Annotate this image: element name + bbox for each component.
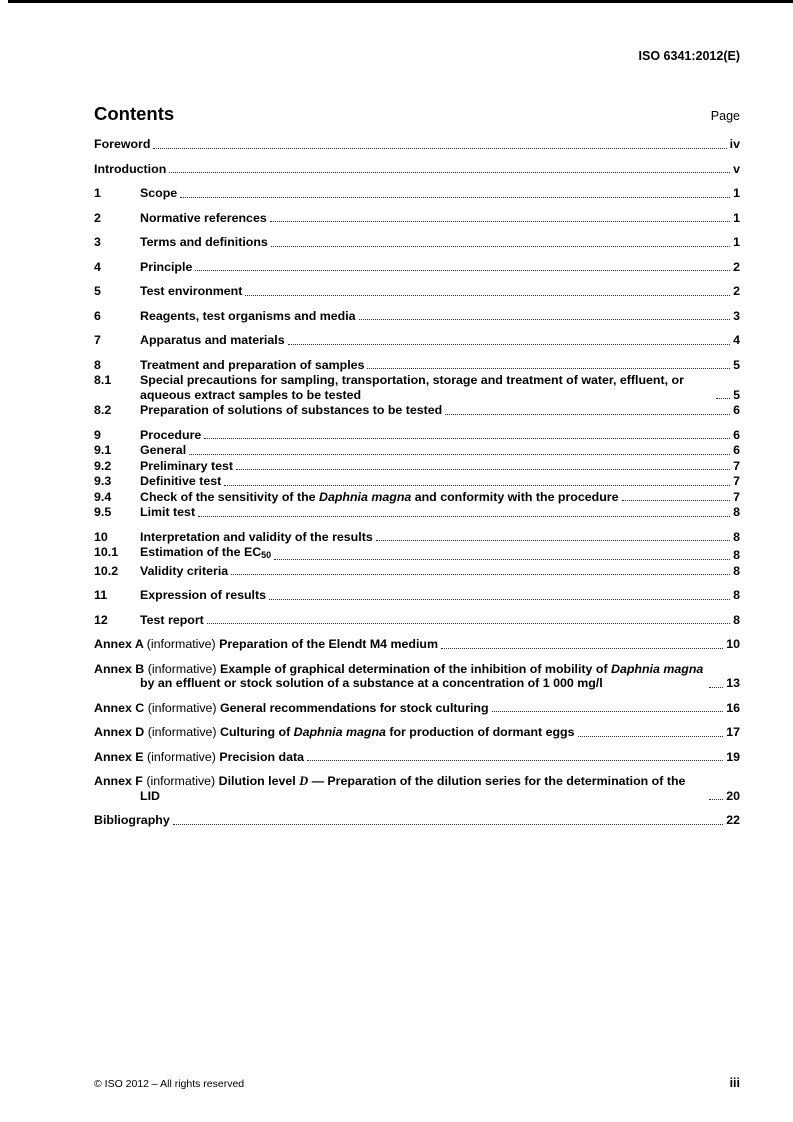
toc-entry-body: [94, 137, 740, 152]
toc-entry: [94, 490, 740, 505]
toc-label-segment: Daphnia magna: [611, 661, 704, 676]
toc-entry-number: 11: [94, 588, 108, 602]
dot-leader: [274, 559, 730, 560]
toc-entry-page: 7: [733, 489, 740, 504]
toc-entry-number: 9.4: [94, 489, 112, 504]
page-footer: [94, 1076, 740, 1090]
toc-entry-page: iv: [729, 137, 740, 151]
dot-leader: [198, 516, 730, 517]
toc-entry-page: 8: [733, 505, 740, 519]
toc-entry-page: 6: [733, 443, 740, 457]
toc-entry: [94, 813, 740, 828]
toc-entry: [94, 186, 740, 201]
dot-leader: [307, 760, 723, 761]
dot-leader: [376, 540, 730, 541]
toc-entry-label: [140, 505, 195, 520]
toc-entry-body: [140, 474, 740, 489]
dot-leader: [367, 368, 730, 369]
toc-label-segment: for production of dormant eggs: [385, 725, 575, 739]
toc-entry-number: 7: [94, 333, 101, 347]
toc-entry-page: 17: [726, 725, 740, 739]
toc-entry-number: 10: [94, 529, 108, 544]
toc-entry-page: 6: [733, 427, 740, 442]
toc-label-segment: Definitive test: [140, 474, 222, 488]
toc-entry-label: [94, 725, 575, 740]
toc-entry-page: 10: [726, 637, 740, 651]
toc-label-segment: Procedure: [140, 427, 202, 442]
dot-leader: [441, 648, 723, 649]
contents-title-row: [94, 103, 740, 125]
contents-title: Contents: [94, 103, 175, 124]
toc-label-segment: Dilution level: [218, 774, 300, 788]
toc-entry-page: 8: [733, 548, 740, 562]
dot-leader: [578, 736, 724, 737]
dot-leader: [288, 344, 730, 345]
toc-entry: [94, 443, 740, 458]
toc-entry: [94, 309, 740, 324]
toc-entry-body: [140, 211, 740, 226]
toc-entry-page: 1: [733, 186, 740, 200]
dot-leader: [269, 599, 730, 600]
toc-entry: [94, 725, 740, 740]
toc-entry-label: [140, 443, 186, 458]
doc-reference: ISO 6341:2012(E): [638, 49, 740, 63]
toc-entry-body: [94, 725, 740, 740]
toc-entry: [94, 588, 740, 603]
toc-entry-label: [140, 284, 242, 299]
toc-entry-label: [140, 211, 267, 226]
toc-entry-body: [140, 564, 740, 579]
toc-entry-body: [140, 428, 740, 443]
toc-entry-body: [140, 505, 740, 520]
toc-label-segment: Foreword: [94, 137, 151, 151]
toc-entry-page: 22: [726, 813, 740, 827]
dot-leader: [180, 197, 730, 198]
toc-entry-label: [140, 459, 233, 474]
dot-leader: [236, 469, 730, 470]
toc-entry-label: [140, 333, 285, 348]
toc-entry-number: 10.1: [94, 545, 119, 559]
toc-entry-page: 16: [726, 700, 740, 715]
toc-label-segment: Daphnia magna: [319, 489, 412, 504]
toc-entry-page: v: [733, 161, 740, 176]
toc-entry: [94, 284, 740, 299]
toc-entry-page: 8: [733, 529, 740, 544]
toc-label-segment: (informative): [147, 661, 220, 676]
copyright-notice: © ISO 2012 – All rights reserved: [94, 1078, 245, 1090]
dot-leader: [271, 246, 730, 247]
toc-entry-body: [94, 162, 740, 177]
toc-entry: [94, 564, 740, 579]
dot-leader: [622, 500, 731, 501]
toc-entry-body: [140, 260, 740, 275]
toc-entry: [94, 774, 740, 803]
toc-entry-body: [140, 373, 740, 402]
dot-leader: [492, 711, 724, 712]
toc-entry: [94, 162, 740, 177]
toc-entry-body: [140, 530, 740, 545]
toc-entry: [94, 459, 740, 474]
toc-entry: [94, 211, 740, 226]
toc-entry-page: 19: [726, 749, 740, 764]
toc-entry: [94, 474, 740, 489]
dot-leader: [231, 574, 730, 575]
dot-leader: [245, 295, 730, 296]
toc-label-segment: Annex F: [94, 774, 147, 788]
toc-entry-body: [140, 613, 740, 628]
toc-label-segment: General: [140, 443, 187, 457]
toc-entry-body: [94, 774, 740, 803]
toc-label-segment: — Preparation of the dilution series for the determination of the LID: [140, 774, 686, 803]
toc-entry-label: [140, 613, 204, 628]
dot-leader: [189, 454, 730, 455]
toc-entry-number: 9: [94, 427, 101, 442]
toc-entry-number: 5: [94, 284, 101, 298]
toc-entry: [94, 358, 740, 373]
toc-entry: [94, 662, 740, 691]
toc-entry-body: [140, 284, 740, 299]
toc-entry: [94, 545, 740, 563]
toc-list: [94, 137, 740, 828]
toc-entry-page: 5: [733, 387, 740, 402]
page-number: iii: [729, 1076, 740, 1090]
toc-label-segment: by an effluent or stock solution of a substance at a concentration of 1 000 mg/l: [140, 676, 603, 690]
toc-label-segment: and conformity with the procedure: [411, 489, 619, 504]
toc-entry-number: 9.2: [94, 458, 112, 473]
toc-entry-label: [94, 162, 166, 177]
toc-entry: [94, 701, 740, 716]
toc-entry-label: [140, 545, 271, 563]
dot-leader: [207, 623, 730, 624]
toc-label-segment: Test environment: [140, 284, 243, 298]
toc-entry-label: [94, 750, 304, 765]
toc-label-segment: Normative references: [140, 210, 267, 225]
toc-entry-body: [94, 662, 740, 691]
toc-entry: [94, 235, 740, 250]
toc-entry-label: [140, 358, 364, 373]
toc-label-segment: Annex E: [94, 749, 148, 764]
toc-entry-page: 2: [733, 284, 740, 298]
toc-label-segment: Estimation of the EC: [140, 545, 262, 559]
toc-label-segment: Preliminary test: [140, 458, 233, 473]
toc-entry-page: 1: [733, 210, 740, 225]
toc-entry-label: [140, 235, 268, 250]
toc-entry-label: [140, 530, 373, 545]
toc-entry-label: [140, 373, 713, 402]
toc-entry-page: 1: [733, 235, 740, 249]
toc-label-segment: (informative): [147, 725, 220, 739]
toc-entry-page: 4: [733, 333, 740, 347]
toc-entry-body: [140, 459, 740, 474]
toc-label-segment: Annex A: [94, 637, 147, 651]
toc-entry-body: [94, 637, 740, 652]
dot-leader: [709, 799, 723, 800]
dot-leader: [224, 485, 730, 486]
toc-entry: [94, 137, 740, 152]
toc-entry-number: 2: [94, 210, 101, 225]
toc-entry-page: 8: [733, 588, 740, 602]
toc-label-segment: Test report: [140, 612, 204, 627]
dot-leader: [445, 414, 730, 415]
toc-entry-body: [140, 333, 740, 348]
toc-entry-number: 1: [94, 186, 101, 200]
toc-label-segment: Treatment and preparation of samples: [140, 357, 365, 372]
toc-entry-label: [140, 490, 619, 505]
toc-entry-page: 8: [733, 563, 740, 578]
toc-entry-number: 8.1: [94, 373, 112, 387]
toc-entry-label: [94, 813, 170, 828]
toc-entry-label: [140, 474, 221, 489]
toc-entry-label: [94, 662, 706, 691]
toc-entry: [94, 530, 740, 545]
toc-entry-page: 13: [726, 676, 740, 690]
toc-entry-page: 8: [733, 612, 740, 627]
dot-leader: [153, 148, 726, 149]
dot-leader: [169, 172, 730, 173]
toc-entry: [94, 260, 740, 275]
toc-entry-body: [140, 403, 740, 418]
toc-label-segment: Preparation of the Elendt M4 medium: [219, 637, 439, 651]
toc-label-segment: Annex D: [94, 725, 148, 739]
toc-entry-label: [140, 564, 228, 579]
dot-leader: [709, 687, 723, 688]
toc-label-segment: Annex C: [94, 700, 148, 715]
toc-entry: [94, 373, 740, 402]
toc-entry-number: 10.2: [94, 563, 119, 578]
toc-label-segment: Precision data: [219, 749, 305, 764]
toc-label-segment: D: [299, 774, 309, 788]
toc-entry-page: 3: [733, 308, 740, 323]
toc-label-segment: 50: [261, 550, 272, 560]
dot-leader: [204, 438, 730, 439]
dot-leader: [359, 319, 731, 320]
toc-entry-label: [140, 186, 177, 201]
toc-entry-label: [140, 428, 201, 443]
page-top-rule: [8, 0, 793, 3]
toc-entry-label: [94, 701, 489, 716]
toc-entry-page: 2: [733, 259, 740, 274]
toc-entry-number: 4: [94, 259, 101, 274]
toc-entry-label: [94, 774, 706, 803]
toc-label-segment: (informative): [146, 637, 220, 651]
toc-entry-body: [94, 701, 740, 716]
toc-label-segment: (informative): [147, 749, 220, 764]
toc-entry-page: 7: [733, 458, 740, 473]
toc-entry: [94, 403, 740, 418]
toc-entry-label: [140, 309, 356, 324]
toc-label-segment: Apparatus and materials: [140, 333, 285, 347]
toc-label-segment: Validity criteria: [140, 563, 229, 578]
toc-entry-number: 8.2: [94, 403, 112, 417]
page-column-label: Page: [710, 109, 740, 123]
dot-leader: [716, 398, 730, 399]
toc-label-segment: Bibliography: [94, 813, 170, 827]
toc-entry-page: 6: [733, 403, 740, 417]
toc-entry-body: [140, 358, 740, 373]
page-header: [94, 0, 740, 63]
toc-entry-label: [94, 637, 438, 652]
toc-entry-body: [140, 235, 740, 250]
dot-leader: [173, 824, 723, 825]
toc-entry-label: [140, 403, 442, 418]
toc-label-segment: Example of graphical determination of the inhibition of mobility of: [220, 661, 612, 676]
toc-label-segment: (informative): [146, 774, 219, 788]
toc-entry-number: 9.1: [94, 443, 112, 457]
toc-entry-page: 20: [726, 788, 740, 803]
toc-entry-page: 5: [733, 357, 740, 372]
toc-entry: [94, 333, 740, 348]
toc-label-segment: Annex B: [94, 661, 148, 676]
toc-entry-number: 8: [94, 357, 101, 372]
toc-entry-page: 7: [733, 474, 740, 488]
toc-entry: [94, 750, 740, 765]
toc-entry-number: 9.3: [94, 474, 112, 488]
dot-leader: [270, 221, 730, 222]
toc-entry-body: [94, 813, 740, 828]
toc-label-segment: Daphnia magna: [293, 725, 386, 739]
toc-entry-number: 12: [94, 612, 108, 627]
toc-label-segment: General recommendations for stock culturing: [220, 700, 489, 715]
toc-entry: [94, 505, 740, 520]
toc-entry-body: [140, 490, 740, 505]
toc-label-segment: Introduction: [94, 161, 167, 176]
toc-entry-body: [140, 443, 740, 458]
toc-label-segment: Scope: [140, 186, 178, 200]
toc-entry: [94, 613, 740, 628]
toc-label-segment: Preparation of solutions of substances to be tested: [140, 403, 443, 417]
toc-label-segment: Culturing of: [220, 725, 294, 739]
dot-leader: [195, 270, 730, 271]
toc-label-segment: Special precautions for sampling, transportation, storage and treatment of water, effluent, or aqueous extract samples to be tested: [140, 373, 684, 402]
toc-label-segment: Reagents, test organisms and media: [140, 308, 356, 323]
toc-entry-body: [140, 588, 740, 603]
toc-entry-number: 9.5: [94, 505, 112, 519]
toc-entry-label: [140, 588, 266, 603]
toc-entry-label: [94, 137, 150, 152]
toc-entry-body: [140, 186, 740, 201]
toc-label-segment: Expression of results: [140, 588, 267, 602]
toc-entry: [94, 637, 740, 652]
toc-entry-number: 3: [94, 235, 101, 249]
toc-entry-body: [140, 309, 740, 324]
toc-entry-body: [94, 750, 740, 765]
toc-label-segment: Interpretation and validity of the results: [140, 529, 373, 544]
toc-entry-number: 6: [94, 308, 101, 323]
toc-entry: [94, 428, 740, 443]
toc-label-segment: Terms and definitions: [140, 235, 268, 249]
toc-entry-body: [140, 545, 740, 563]
toc-label-segment: Limit test: [140, 505, 196, 519]
toc-label-segment: Principle: [140, 259, 193, 274]
toc-label-segment: Check of the sensitivity of the: [140, 489, 320, 504]
toc-label-segment: (informative): [147, 700, 220, 715]
toc-entry-label: [140, 260, 192, 275]
